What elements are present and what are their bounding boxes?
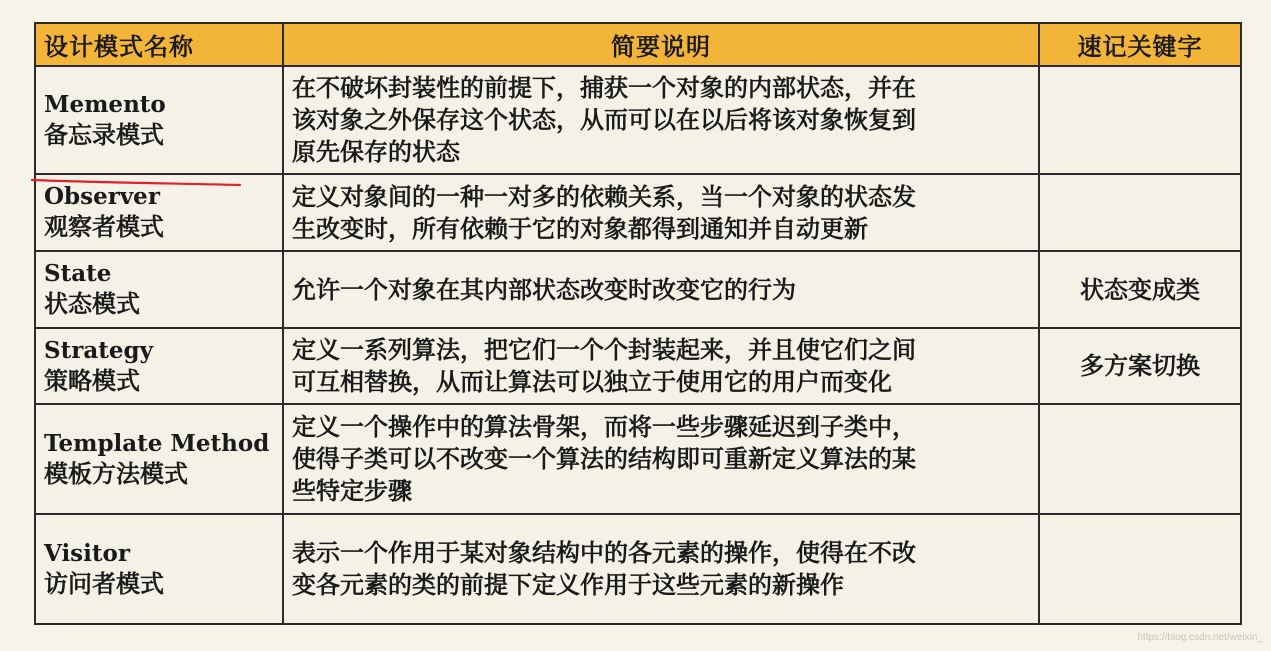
pattern-description-cell	[283, 514, 1039, 624]
table-row	[35, 251, 1241, 328]
watermark-text: https://blog.csdn.net/weixin_	[1137, 632, 1263, 643]
pattern-description: 允许一个对象在其内部状态改变时改变它的行为	[292, 274, 796, 304]
pattern-name-cell	[35, 66, 283, 174]
pattern-description: 定义对象间的一种一对多的依赖关系，当一个对象的状态发 生改变时，所有依赖于它的对象都得到通知并自动更新	[292, 181, 916, 243]
design-patterns-table	[34, 22, 1242, 625]
design-patterns-table-container	[34, 22, 1240, 625]
pattern-keyword-cell	[1039, 66, 1241, 174]
pattern-description: 在不破坏封装性的前提下，捕获一个对象的内部状态，并在 该对象之外保存这个状态，从而可以在以后将该对象恢复到 原先保存的状态	[292, 73, 916, 166]
header-keyword: 速记关键字	[1039, 23, 1241, 66]
pattern-name-cell	[35, 404, 283, 514]
pattern-description-cell	[283, 251, 1039, 328]
pattern-chinese-name: 观察者模式	[44, 212, 164, 241]
pattern-english-name: Template Method	[44, 429, 270, 457]
pattern-english-name: Strategy	[44, 336, 153, 364]
pattern-description: 表示一个作用于某对象结构中的各元素的操作，使得在不改 变各元素的类的前提下定义作用于这些元素的新操作	[292, 538, 916, 599]
red-underline-annotation	[30, 176, 242, 188]
pattern-keyword-cell	[1039, 174, 1241, 251]
header-pattern-name: 设计模式名称	[35, 23, 283, 66]
table-row	[35, 66, 1241, 174]
table-row	[35, 404, 1241, 514]
pattern-name-cell	[35, 251, 283, 328]
pattern-description-cell	[283, 66, 1039, 174]
pattern-chinese-name: 策略模式	[44, 365, 140, 395]
pattern-keyword-cell: 多方案切换	[1039, 328, 1241, 404]
pattern-name-cell	[35, 514, 283, 624]
pattern-name-cell	[35, 328, 283, 404]
pattern-description-cell	[283, 328, 1039, 404]
pattern-english-name: State	[44, 260, 112, 287]
pattern-keyword-cell: 状态变成类	[1039, 251, 1241, 328]
pattern-english-name: Visitor	[44, 539, 130, 567]
pattern-english-name: Observer	[44, 183, 160, 210]
pattern-keyword-cell	[1039, 404, 1241, 514]
header-description: 简要说明	[283, 23, 1039, 66]
pattern-description-cell	[283, 404, 1039, 514]
pattern-chinese-name: 访问者模式	[44, 568, 164, 598]
pattern-description: 定义一个操作中的算法骨架，而将一些步骤延迟到子类中， 使得子类可以不改变一个算法的结构即可重新定义算法的某 些特定步骤	[292, 412, 916, 505]
table-row	[35, 514, 1241, 624]
pattern-chinese-name: 状态模式	[44, 289, 140, 318]
table-row	[35, 328, 1241, 404]
pattern-description: 定义一系列算法，把它们一个个封装起来，并且使它们之间 可互相替换，从而让算法可以独立于使用它的用户而变化	[292, 335, 916, 396]
pattern-chinese-name: 备忘录模式	[44, 119, 164, 149]
pattern-description-cell	[283, 174, 1039, 251]
pattern-keyword-cell	[1039, 514, 1241, 624]
table-header-row	[35, 23, 1241, 66]
pattern-english-name: Memento	[44, 90, 166, 118]
pattern-chinese-name: 模板方法模式	[44, 458, 188, 488]
